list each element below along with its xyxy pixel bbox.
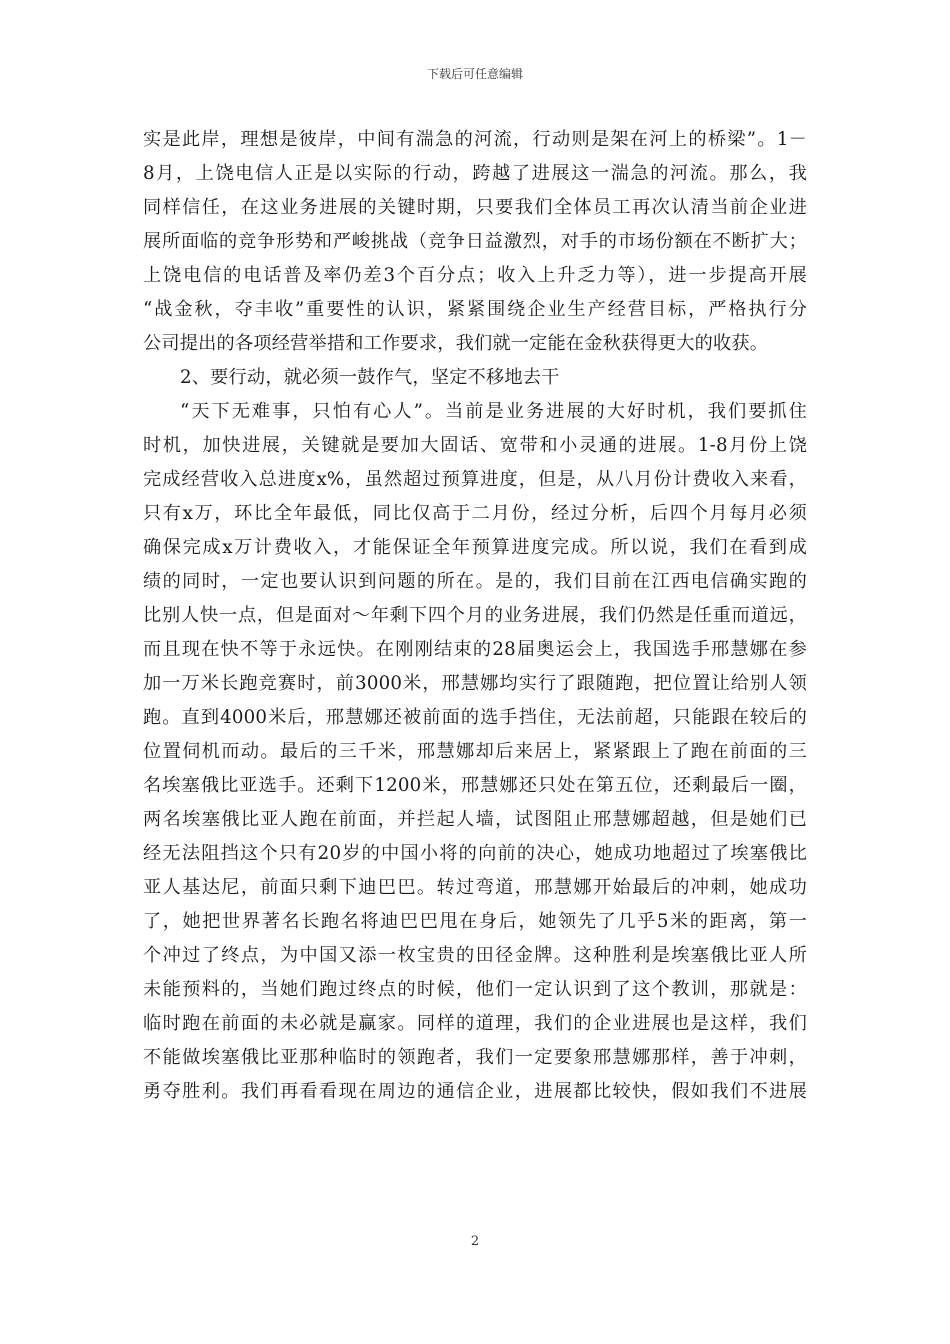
- body-line: “战金秋，夺丰收”重要性的认识，紧紧围绕企业生产经营目标，严格执行分: [143, 299, 807, 320]
- body-line: 同样信任，在这业务进展的关键时期，只要我们全体员工再次认清当前企业进: [143, 197, 807, 218]
- page-header: 下载后可任意编辑: [426, 67, 523, 81]
- body-line: 公司提出的各项经营举措和工作要求，我们就一定能在金秋获得更大的收获。: [143, 333, 769, 354]
- body-line: 个冲过了终点，为中国又添一枚宝贵的田径金牌。这种胜利是埃塞俄比亚人所: [143, 945, 807, 966]
- body-line: 8月，上饶电信人正是以实际的行动，跨越了进展这一湍急的河流。那么，我: [143, 163, 807, 184]
- body-line: 加一万米长跑竞赛时，前3000米，邢慧娜均实行了跟随跑，把位置让给别人领: [143, 673, 807, 694]
- body-line: 完成经营收入总进度x%，虽然超过预算进度，但是，从八月份计费收入来看，: [143, 469, 807, 490]
- body-line: 不能做埃塞俄比亚那种临时的领跑者，我们一定要象邢慧娜那样，善于冲刺，: [143, 1047, 807, 1068]
- body-line: 比别人快一点，但是面对～年剩下四个月的业务进展，我们仍然是任重而道远，: [143, 605, 807, 626]
- body-line: 临时跑在前面的未必就是赢家。同样的道理，我们的企业进展也是这样，我们: [143, 1013, 807, 1034]
- body-line: 位置伺机而动。最后的三千米，邢慧娜却后来居上，紧紧跟上了跑在前面的三: [143, 741, 807, 762]
- body-line: 确保完成x万计费收入，才能保证全年预算进度完成。所以说，我们在看到成: [143, 537, 807, 558]
- body-line: 时机，加快进展，关键就是要加大固话、宽带和小灵通的进展。1-8月份上饶: [143, 435, 807, 456]
- body-line: 跑。直到4000米后，邢慧娜还被前面的选手挡住，无法前超，只能跟在较后的: [143, 707, 807, 728]
- body-line: 实是此岸，理想是彼岸，中间有湍急的河流，行动则是架在河上的桥梁”。1－: [143, 129, 807, 150]
- body-line: 展所面临的竞争形势和严峻挑战（竞争日益激烈，对手的市场份额在不断扩大；: [143, 231, 807, 252]
- page-number: 2: [470, 1234, 480, 1249]
- body-line: 亚人基达尼，前面只剩下迪巴巴。转过弯道，邢慧娜开始最后的冲刺，她成功: [143, 877, 807, 898]
- body-line: 名埃塞俄比亚选手。还剩下1200米，邢慧娜还只处在第五位，还剩最后一圈，: [143, 775, 807, 796]
- body-line: 两名埃塞俄比亚人跑在前面，并拦起人墙，试图阻止邢慧娜超越，但是她们已: [143, 809, 807, 830]
- body-line: 而且现在快不等于永远快。在刚刚结束的28届奥运会上，我国选手邢慧娜在参: [143, 639, 807, 660]
- body-line: 绩的同时，一定也要认识到问题的所在。是的，我们目前在江西电信确实跑的: [143, 571, 807, 592]
- body-line: 经无法阻挡这个只有20岁的中国小将的向前的决心，她成功地超过了埃塞俄比: [143, 843, 807, 864]
- document-body: [143, 123, 807, 1109]
- body-line: 勇夺胜利。我们再看看现在周边的通信企业，进展都比较快，假如我们不进展: [143, 1081, 807, 1102]
- body-line: 上饶电信的电话普及率仍差3个百分点；收入上升乏力等），进一步提高开展: [143, 265, 807, 286]
- body-line: 未能预料的，当她们跑过终点的时候，他们一定认识到了这个教训，那就是：: [143, 979, 807, 1000]
- section-heading: 2、要行动，就必须一鼓作气，坚定不移地去干: [180, 367, 560, 388]
- paragraph-first-line: “天下无难事，只怕有心人”。当前是业务进展的大好时机，我们要抓住: [180, 401, 807, 422]
- body-line: 只有x万，环比全年最低，同比仅高于二月份，经过分析，后四个月每月必须: [143, 503, 807, 524]
- body-line: 了，她把世界著名长跑名将迪巴巴甩在身后，她领先了几乎5米的距离，第一: [143, 911, 807, 932]
